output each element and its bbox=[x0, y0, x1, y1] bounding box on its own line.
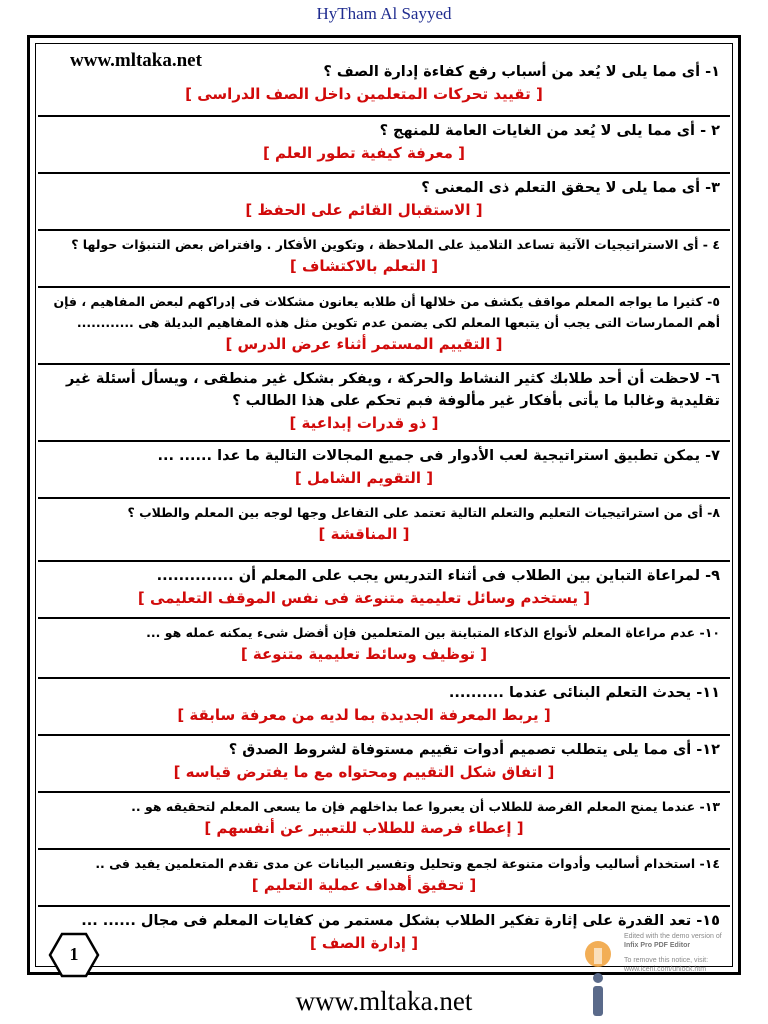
answer-text: [ إعطاء فرصة للطلاب للتعبير عن أنفسهم ] bbox=[204, 819, 524, 837]
question-item bbox=[38, 117, 730, 174]
answer-text: [ تقييد تحركات المتعلمين داخل الصف الدراسى ] bbox=[185, 85, 543, 103]
question-item bbox=[38, 850, 730, 907]
question-text: ٥- كثيرا ما يواجه المعلم مواقف يكشف من خلالها أن طلابه يعانون مشكلات فى إدراكهم لبعض المفاهيم ، فإن أهم الممارسات التى يجب أن يتبعها المعلم لكى يضمن عدم تكوين مثل هذه المفاهيم البديلة هى ............ bbox=[53, 294, 720, 330]
answer-text: [ التقويم الشامل ] bbox=[294, 469, 434, 487]
question-text: ١٣- عندما يمنح المعلم الفرصة للطلاب أن يعبروا عما بداخلهم فإن ما يسعى المعلم لتحقيقه هو .. bbox=[131, 799, 720, 814]
site-link-top[interactable]: www.mltaka.net bbox=[70, 50, 202, 71]
author-header: HyTham Al Sayyed bbox=[316, 4, 452, 23]
question-item bbox=[38, 619, 730, 679]
question-item bbox=[38, 58, 730, 117]
question-item bbox=[38, 231, 730, 288]
question-text: ١٤- استخدام أساليب وأدوات متنوعة لجمع وتحليل وتفسير البيانات عن مدى تقدم المتعلمين يفيد فى .. bbox=[95, 856, 720, 871]
question-item bbox=[38, 442, 730, 499]
question-text: ١٠- عدم مراعاة المعلم لأنواع الذكاء المتباينة بين المتعلمين فإن أفضل شىء يمكنه عمله هو ... bbox=[146, 625, 720, 640]
question-item bbox=[38, 793, 730, 850]
answer-text: [ اتفاق شكل التقييم ومحتواه مع ما يفترض قياسه ] bbox=[173, 763, 555, 781]
watermark-line: To remove this notice, visit: bbox=[624, 957, 709, 964]
answer-text: [ الاستقبال القائم على الحفظ ] bbox=[245, 201, 483, 219]
question-text: ٣- أى مما يلى لا يحقق التعلم ذى المعنى ؟ bbox=[421, 180, 720, 196]
answer-text: [ التعلم بالاكتشاف ] bbox=[289, 257, 439, 275]
question-text: ٦- لاحظت أن أحد طلابك كثير النشاط والحركة ، ويفكر بشكل غير منطقى ، ويسأل أسئلة غير تقليدية وغالبا ما يأتى بأفكار غير مألوفة فبم تحكم على هذا الطالب ؟ bbox=[66, 371, 720, 409]
answer-text: [ التقييم المستمر أثناء عرض الدرس ] bbox=[225, 335, 503, 353]
watermark-link[interactable]: www.iceni.com/unlock.htm bbox=[624, 966, 707, 973]
question-text: ١٢- أى مما يلى يتطلب تصميم أدوات تقييم مستوفاة لشروط الصدق ؟ bbox=[228, 742, 720, 758]
answer-text: [ تحقيق أهداف عملية التعليم ] bbox=[251, 876, 477, 894]
question-text: ١٥- تعد القدرة على إثارة تفكير الطلاب بشكل مستمر من كفايات المعلم فى مجال ...... ... bbox=[81, 913, 720, 929]
question-item bbox=[38, 679, 730, 736]
watermark-text bbox=[624, 932, 768, 974]
answer-text: [ يربط المعرفة الجديدة بما لديه من معرفة سابقة ] bbox=[177, 706, 551, 724]
watermark-product: Infix Pro PDF Editor bbox=[624, 942, 691, 949]
answer-text: [ ذو قدرات إبداعية ] bbox=[289, 414, 439, 432]
question-item bbox=[38, 562, 730, 619]
question-text: ١- أى مما يلى لا يُعد من أسباب رفع كفاءة إدارة الصف ؟ bbox=[323, 64, 720, 80]
answer-text: [ إدارة الصف ] bbox=[309, 934, 419, 952]
answer-text: [ توظيف وسائط تعليمية متنوعة ] bbox=[240, 645, 488, 663]
question-item bbox=[38, 288, 730, 365]
answer-text: [ معرفة كيفية تطور العلم ] bbox=[262, 144, 466, 162]
watermark-line: Edited with the demo version of bbox=[624, 933, 722, 940]
question-text: ٧- يمكن تطبيق استراتيجية لعب الأدوار فى جميع المجالات التالية ما عدا ...... ... bbox=[157, 448, 720, 464]
question-text: ٢ - أى مما يلى لا يُعد من الغايات العامة للمنهج ؟ bbox=[379, 123, 720, 139]
question-item bbox=[38, 736, 730, 793]
question-item bbox=[38, 365, 730, 442]
question-item bbox=[38, 499, 730, 562]
question-text: ٩- لمراعاة التباين بين الطلاب فى أثناء التدريس يجب على المعلم أن .............. bbox=[156, 568, 720, 584]
question-list bbox=[38, 58, 730, 967]
question-text: ٨- أى من استراتيجيات التعليم والتعلم التالية تعتمد على التفاعل وجها لوجه بين المعلم والطلاب ؟ bbox=[127, 505, 720, 520]
page-number: 1 bbox=[69, 944, 79, 964]
answer-text: [ المناقشة ] bbox=[318, 525, 410, 543]
question-text: ١١- يحدث التعلم البنائى عندما .......... bbox=[448, 685, 720, 701]
site-link-bottom[interactable]: www.mltaka.net bbox=[295, 986, 473, 1016]
answer-text: [ يستخدم وسائل تعليمية متنوعة فى نفس الموقف التعليمى ] bbox=[137, 589, 591, 607]
question-text: ٤ - أى الاستراتيجيات الآتية تساعد التلاميذ على الملاحظة ، وتكوين الأفكار . وافتراض بعض التنبؤات حولها ؟ bbox=[71, 237, 720, 252]
page-number-badge bbox=[48, 932, 100, 978]
question-item bbox=[38, 174, 730, 231]
